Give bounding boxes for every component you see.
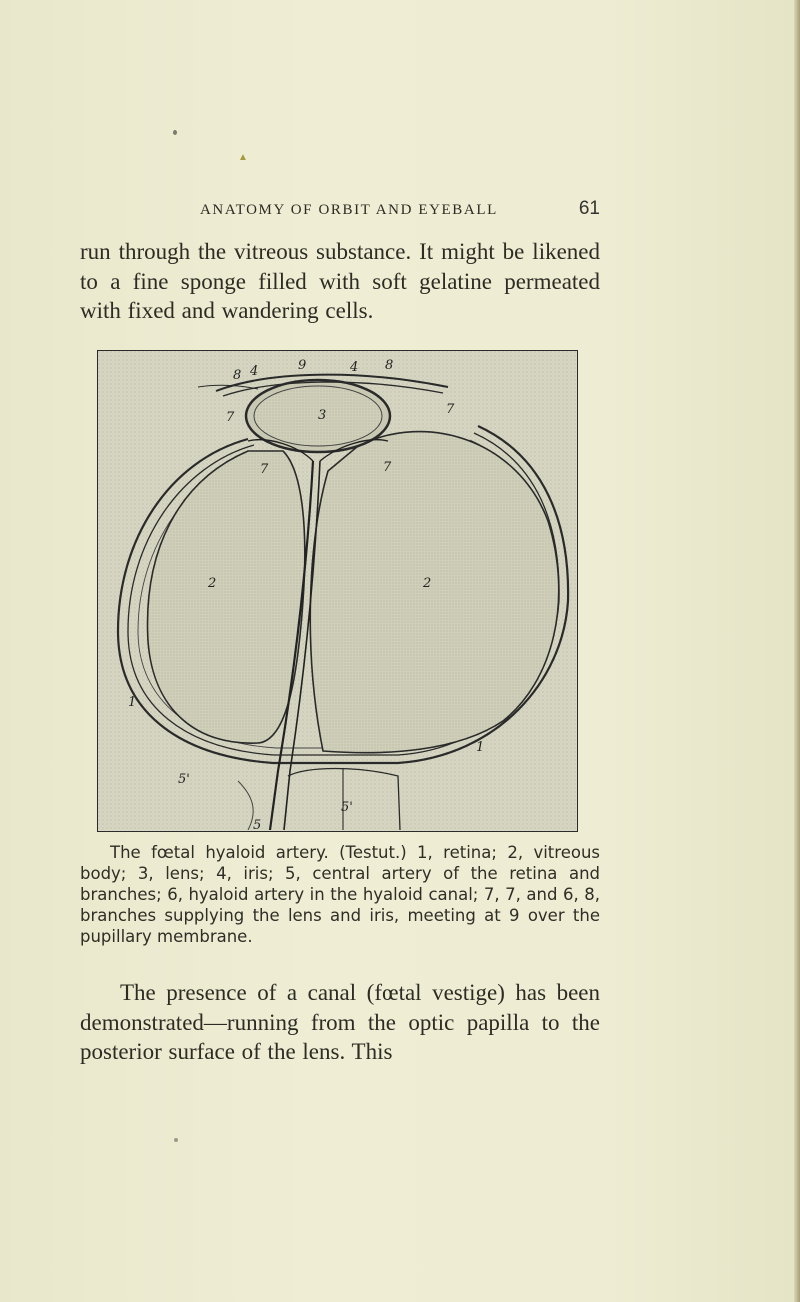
page-header	[200, 200, 600, 224]
label-8-right: 8	[385, 358, 394, 373]
label-9: 9	[298, 358, 307, 373]
label-3: 3	[318, 408, 327, 423]
label-4-right: 4	[350, 360, 359, 375]
page-mark: ▲	[238, 152, 248, 163]
label-2-right: 2	[423, 576, 432, 591]
label-1-left: 1	[128, 695, 137, 710]
running-head: ANATOMY OF ORBIT AND EYEBALL	[200, 202, 498, 218]
caption-text: The fœtal hyaloid artery. (Testut.) 1, retina; 2, vitreous body; 3, lens; 4, iris; 5, central artery of the retina and branches; 6, hyaloid artery in the hyaloid canal; 7, 7, and 6, 8, branches supplying the lens and iris, meeting at 9 over the pupillary membrane.	[80, 843, 600, 946]
label-7-right-top: 7	[446, 402, 455, 417]
label-2-left: 2	[208, 576, 217, 591]
body-paragraph-bottom: The presence of a canal (fœtal vestige) has been demonstrated—running from the optic papilla to the posterior surface of the lens. This	[80, 980, 600, 1064]
label-1-right: 1	[476, 740, 485, 755]
page-speck	[174, 1138, 178, 1142]
label-4-left: 4	[250, 364, 259, 379]
label-7-right-mid: 7	[383, 460, 392, 475]
label-5-left: 5'	[178, 772, 190, 787]
page-speck	[173, 130, 177, 135]
figure-caption	[80, 842, 600, 947]
label-5-mid: 5'	[341, 800, 353, 815]
hyaloid-artery-figure	[97, 350, 578, 832]
body-paragraph-top: run through the vitreous substance. It might be likened to a fine sponge filled with soft gelatine permeated with fixed and wandering cells.	[80, 239, 600, 323]
label-7-left-top: 7	[226, 410, 235, 425]
label-7-left-mid: 7	[260, 462, 269, 477]
page-edge	[794, 0, 800, 1302]
eye-diagram	[98, 351, 576, 830]
label-5-bottom: 5	[253, 818, 262, 830]
label-8-left: 8	[233, 368, 242, 383]
page-number: 61	[578, 198, 600, 219]
